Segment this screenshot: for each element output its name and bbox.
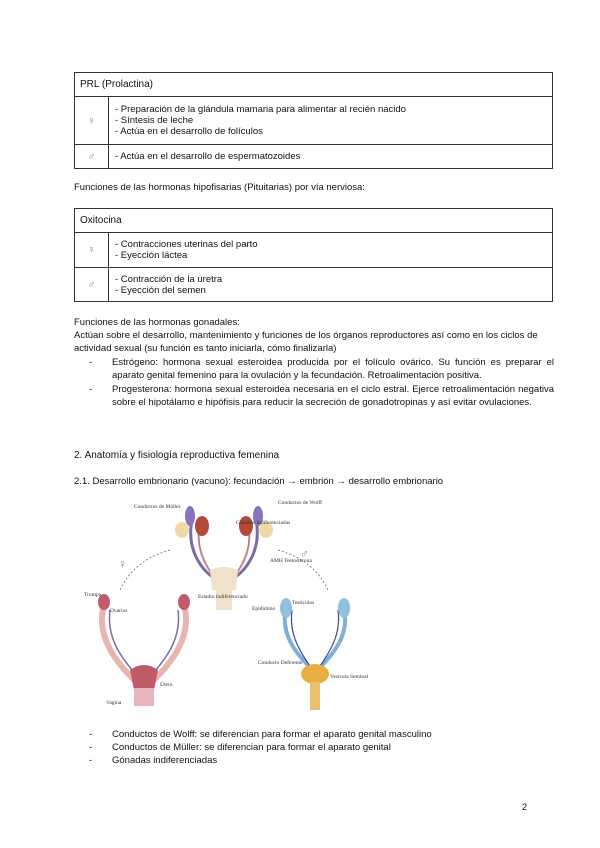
list-item: - Contracción de la uretra: [115, 273, 223, 285]
female-symbol-icon: ♀: [75, 233, 109, 268]
label-ovarios: Ovarios: [110, 608, 128, 614]
oxitocina-female-functions: [109, 233, 553, 268]
list-item: [74, 741, 554, 754]
label-testiculos: Testículos: [292, 600, 315, 606]
list-item: [74, 728, 554, 741]
label-gonadas: Gónadas indiferenciadas: [236, 520, 291, 526]
dash-bullet: -: [89, 357, 93, 368]
oxitocina-male-functions: [109, 268, 553, 302]
list-item: - Eyección del semen: [115, 284, 206, 296]
list-item: - Síntesis de leche: [115, 115, 194, 126]
list-item-text: Estrógeno: hormona sexual esteroidea producida por el folículo ovárico. Su función es preparar el aparato genital femenino para la ovulación y la fecundación. Retroalimentación positiva.: [112, 357, 554, 382]
prl-title: PRL (Prolactina): [75, 73, 553, 97]
oxitocina-table: [74, 208, 553, 302]
label-vagina: Vagina: [106, 700, 122, 706]
dash-bullet: -: [89, 383, 93, 395]
prl-male-functions: [109, 145, 553, 169]
label-vesicula: Vesícula Seminal: [330, 674, 369, 680]
list-item-text: Conductos de Müller: se diferencian para formar el aparato genital: [112, 742, 391, 753]
label-trompa: Trompa: [84, 592, 102, 598]
label-utero: Útero: [160, 682, 173, 688]
female-symbol-icon: ♀: [118, 557, 127, 571]
male-symbol-icon: ♂: [75, 145, 109, 169]
list-item: - Eyección láctea: [115, 250, 188, 261]
gonadal-list: [74, 356, 554, 410]
list-item-text: Progesterona: hormona sexual esteroidea necesaria en el ciclo estral. Ejerce retroalimentación negativa sobre el hipotálamo e hipófisis para reducir la secreción de gonadotropinas y así evitar ovulaciones.: [112, 383, 554, 409]
list-item: [74, 754, 554, 767]
oxitocina-title: Oxitocina: [75, 209, 553, 233]
page-number: 2: [522, 802, 528, 812]
list-item: - Actúa en el desarrollo de folículos: [115, 126, 263, 137]
figure-legend-list: [74, 728, 554, 767]
gonadal-heading: Funciones de las hormonas gonadales:: [74, 317, 240, 328]
embryonic-development-diagram: [74, 490, 454, 712]
list-item: - Preparación de la glándula mamaria para alimentar al recién nacido: [115, 104, 406, 115]
dash-bullet: -: [89, 755, 93, 766]
section-title: 2. Anatomía y fisiología reproductiva femenina: [74, 450, 280, 461]
prl-female-functions: [109, 97, 553, 145]
label-conducto-deferente: Conducto Deferente: [258, 660, 303, 666]
dash-bullet: -: [89, 742, 93, 753]
label-wolff: Conductos de Wolff: [278, 500, 322, 506]
gonadal-intro: Actúan sobre el desarrollo, mantenimiento y funciones de los órganos reproductores así como en los ciclos de actividad sexual (su función es tanto iniciarla, cómo finalizarla): [74, 330, 538, 354]
male-symbol-icon: ♂: [75, 268, 109, 302]
dash-bullet: -: [89, 729, 93, 740]
nervous-intro: Funciones de las hormonas hipofisarias (Pituitarias) por vía nerviosa:: [74, 182, 365, 193]
label-muller: Conductos de Müller: [134, 504, 181, 510]
list-item: [74, 356, 554, 383]
female-symbol-icon: ♀: [75, 97, 109, 145]
list-item-text: Gónadas indiferenciadas: [112, 755, 218, 766]
subsection-title: 2.1. Desarrollo embrionario (vacuno): fecundación → embrión → desarrollo embrionario: [74, 476, 444, 487]
label-estadio: Estadio indiferenciado: [198, 594, 248, 600]
list-item: - Contracciones uterinas del parto: [115, 239, 258, 250]
prl-table: [74, 72, 553, 169]
male-symbol-icon: ♂: [300, 547, 309, 561]
list-item: [74, 383, 554, 410]
label-epididimo: Epidídimo: [252, 606, 276, 612]
list-item-text: Conductos de Wolff: se diferencian para formar el aparato genital masculino: [112, 729, 432, 740]
list-item: - Actúa en el desarrollo de espermatozoides: [115, 151, 301, 162]
male-tract: [280, 598, 350, 710]
label-amh: AMH Testosterona: [270, 558, 312, 564]
